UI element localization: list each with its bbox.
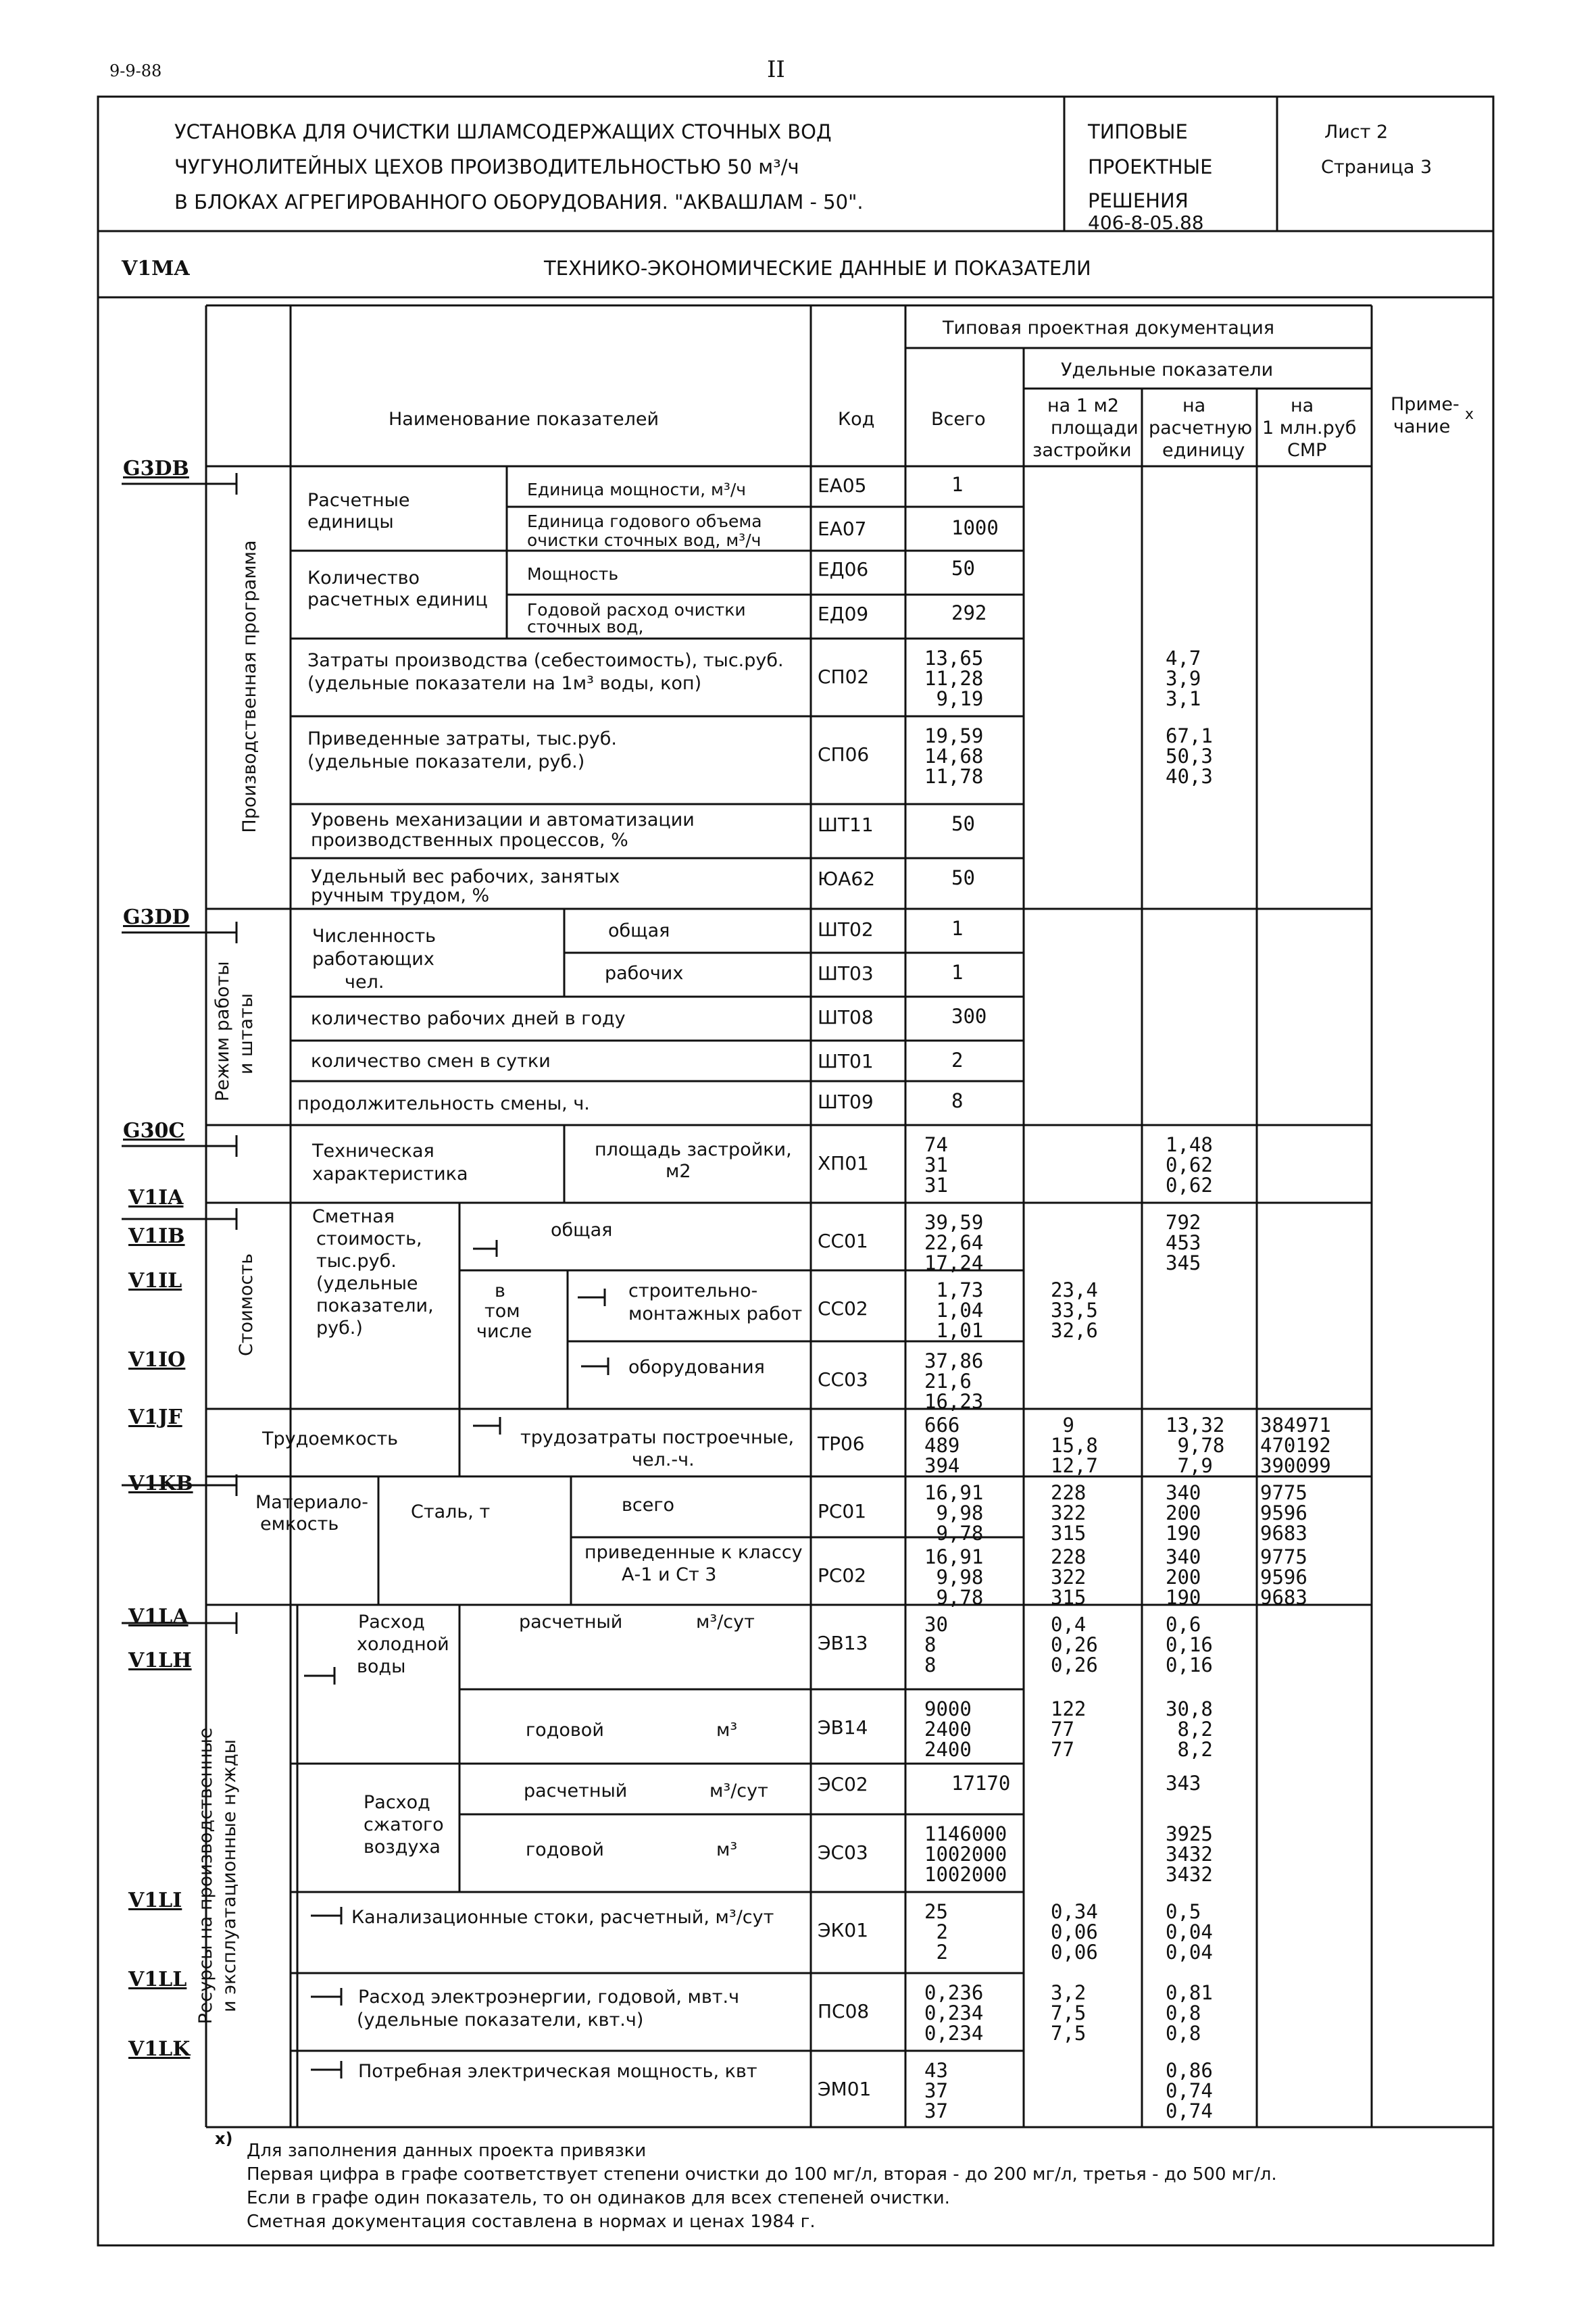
label-calc-units-1: Расчетные [307,490,410,511]
label-work-days: количество рабочих дней в году [311,1008,626,1029]
label-estimate-4: (удельные [316,1273,418,1294]
label-built-area-1: площадь застройки, [595,1139,792,1160]
typical-line-3: РЕШЕНИЯ [1088,189,1189,212]
row-value-unit: 0,81 0,8 0,8 [1166,1981,1213,2045]
row-code: ШТ02 [818,918,874,941]
label-manual-share-2: ручным трудом, % [311,885,490,906]
row-value-m2: 228 322 315 [1051,1545,1087,1609]
row-code: ШТ09 [818,1091,874,1113]
header-code: Код [838,409,875,430]
row-value-total: 1,73 1,04 1,01 [936,1278,984,1342]
row-code: ШТ03 [818,962,874,985]
row-code: ЭВ13 [818,1632,868,1654]
row-value-total: 50 [951,557,975,580]
row-value-total: 16,91 9,98 9,78 [924,1545,984,1609]
header-specific: Удельные показатели [1061,359,1274,380]
label-estimate-1: Сметная [312,1206,395,1227]
row-code: ЭМ01 [818,2078,872,2100]
row-code: ЕД06 [818,558,869,580]
footnote-line-4: Сметная документация составлена в нормах и ценах 1984 г. [247,2212,816,2232]
row-value-total: 9000 2400 2400 [924,1697,972,1761]
row-value-total: 1 [951,473,964,496]
label-unit-annual-1: Единица годового объема [527,512,762,531]
row-value-total: 43 37 37 [924,2059,948,2122]
label-calc-water: расчетный [519,1612,623,1633]
row-value-unit: 3925 3432 3432 [1166,1822,1213,1886]
header-per-unit-2: расчетную [1149,418,1253,439]
label-workers: рабочих [605,963,684,984]
row-value-total: 300 [951,1005,987,1028]
row-value-total: 19,59 14,68 11,78 [924,724,984,788]
label-unit-annual-2: очистки сточных вод, м³/ч [527,530,762,550]
row-code: ЕА05 [818,474,867,497]
label-el-power: Потребная электрическая мощность, квт [358,2061,757,2082]
tag-v1lh: V1LH [128,1649,192,1672]
row-value-unit: 67,1 50,3 40,3 [1166,724,1213,788]
label-shift-len: продолжительность смены, ч. [297,1093,590,1114]
doc-code: V1MA [122,257,190,280]
row-value-total: 292 [951,601,987,624]
label-m3sut-air: м³/сут [709,1781,768,1801]
label-air-2: сжатого [364,1814,444,1835]
row-value-mln: 9775 9596 9683 [1260,1481,1307,1545]
row-value-unit: 1,48 0,62 0,62 [1166,1133,1213,1197]
sheet-page: Страница 3 [1321,157,1432,178]
header-note-mark: x [1465,406,1474,423]
label-electricity-2: (удельные показатели, квт.ч) [357,2010,644,2031]
row-code: ЭК01 [818,1919,869,1941]
row-code: СС03 [818,1368,868,1391]
row-value-m2: 228 322 315 [1051,1481,1087,1545]
label-material-2: емкость [260,1514,339,1535]
label-mechanization-2: производственных процессов, % [311,830,628,851]
label-prod-cost-1: Затраты производства (себестоимость), тыс.руб. [307,650,784,671]
header-per-m2-1: на 1 м2 [1047,395,1120,416]
label-annual-flow-1: Годовой расход очистки [527,600,746,620]
row-value-total: 0,236 0,234 0,234 [924,1981,984,2045]
label-calc-units-2: единицы [307,512,394,532]
label-workers-count-3: чел. [345,972,384,993]
label-m3-water: м³ [716,1720,738,1741]
label-material-1: Материало- [255,1492,368,1513]
tag-v1li: V1LI [128,1889,182,1912]
row-value-total: 666 489 394 [924,1414,960,1477]
typical-line-2: ПРОЕКТНЫЕ [1088,155,1213,178]
row-code: ТР06 [818,1433,865,1455]
row-value-total: 1146000 1002000 1002000 [924,1822,1007,1886]
label-annual-flow-2: сточных вод, [527,617,644,637]
row-code: ШТ01 [818,1050,874,1072]
row-code: ЮА62 [818,868,876,890]
label-power: Мощность [527,564,619,584]
row-value-unit: 0,6 0,16 0,16 [1166,1613,1213,1676]
label-labor-cost-2: чел.-ч. [632,1449,695,1470]
row-value-m2: 0,34 0,06 0,06 [1051,1900,1098,1964]
label-labor: Трудоемкость [262,1428,399,1449]
row-value-mln: 9775 9596 9683 [1260,1545,1307,1609]
row-code: ЕД09 [818,603,869,625]
label-reduced-cost-1: Приведенные затраты, тыс.руб. [307,728,617,749]
row-code: ЭВ14 [818,1716,868,1739]
tag-v1il: V1IL [128,1269,182,1293]
label-air-1: Расход [364,1792,430,1813]
row-value-unit: 340 200 190 [1166,1545,1201,1609]
header-per-m2-3: застройки [1032,440,1132,461]
tag-v1io: V1IO [128,1348,186,1372]
row-code: ХП01 [818,1152,869,1174]
header-per-unit-1: на [1182,395,1206,416]
header-note-1: Приме- [1391,394,1460,415]
label-estimate-5: показатели, [316,1295,434,1316]
tag-v1ia: V1IA [128,1186,184,1210]
label-reduced-class-1: приведенные к классу [584,1542,803,1563]
label-steel: Сталь, т [411,1501,491,1522]
row-value-m2: 122 77 77 [1051,1697,1087,1761]
label-construction-1: строительно- [628,1280,758,1301]
row-value-m2: 23,4 33,5 32,6 [1051,1278,1098,1342]
tag-v1ll: V1LL [128,1968,187,1991]
row-code: ПС08 [818,2000,870,2022]
title-line-1: УСТАНОВКА ДЛЯ ОЧИСТКИ ШЛАМСОДЕРЖАЩИХ СТОЧНЫХ ВОД [174,120,832,143]
row-value-total: 50 [951,866,975,889]
row-value-total: 13,65 11,28 9,19 [924,647,984,710]
label-built-area-2: м2 [666,1161,691,1182]
label-sewage: Канализационные стоки, расчетный, м³/сут [351,1907,774,1928]
row-value-total: 2 [951,1049,964,1072]
section-regime-1: Режим работы [212,961,233,1101]
label-qty-units-1: Количество [307,568,420,589]
row-code: ШТ08 [818,1006,874,1028]
section-resources-1: Ресурсы на производственные [195,1727,216,2024]
header-name: Наименование показателей [389,409,659,430]
row-value-m2: 0,4 0,26 0,26 [1051,1613,1098,1676]
label-construction-2: монтажных работ [628,1303,803,1324]
row-value-total: 1 [951,917,964,940]
row-value-unit: 30,8 8,2 8,2 [1166,1697,1213,1761]
row-code: РС01 [818,1500,867,1522]
label-reduced-class-2: А-1 и Ст 3 [622,1564,717,1585]
typical-line-1: ТИПОВЫЕ [1088,120,1188,143]
footnote-line-2: Первая цифра в графе соответствует степени очистки до 100 мг/л, вторая - до 200 мг/л, третья - до 500 мг/л. [247,2164,1277,2185]
label-tech-char-1: Техническая [312,1141,434,1162]
row-value-unit: 13,32 9,78 7,9 [1166,1414,1225,1477]
label-unit-power: Единица мощности, м³/ч [527,480,747,499]
header-total: Всего [931,409,986,430]
row-value-m2: 3,2 7,5 7,5 [1051,1981,1087,2045]
table-title: ТЕХНИКО-ЭКОНОМИЧЕСКИЕ ДАННЫЕ И ПОКАЗАТЕЛИ [544,257,1091,280]
row-value-total: 30 8 8 [924,1613,948,1676]
label-m3sut-water: м³/сут [696,1612,755,1633]
row-value-total: 8 [951,1089,964,1112]
row-value-mln: 384971 470192 390099 [1260,1414,1331,1477]
label-prod-cost-2: (удельные показатели на 1м³ воды, коп) [307,673,702,694]
header-per-mln-2: 1 млн.руб [1262,418,1357,439]
row-code: ЭС02 [818,1773,868,1795]
row-code: СП02 [818,666,870,688]
row-code: РС02 [818,1564,867,1587]
title-line-2: ЧУГУНОЛИТЕЙНЫХ ЦЕХОВ ПРОИЗВОДИТЕЛЬНОСТЬЮ 50 м³/ч [174,155,799,178]
row-value-total: 74 31 31 [924,1133,948,1197]
page-label: 9-9-88 [109,61,162,80]
label-incl-3: числе [476,1321,532,1342]
row-value-unit: 340 200 190 [1166,1481,1201,1545]
label-equipment: оборудования [628,1357,765,1378]
page-number: II [767,56,785,83]
row-value-total: 16,91 9,98 9,78 [924,1481,984,1545]
tag-v1kb: V1KB [128,1472,193,1495]
label-mechanization-1: Уровень механизации и автоматизации [311,810,695,830]
label-estimate-2: стоимость, [316,1228,422,1249]
label-calc-air: расчетный [524,1781,628,1801]
label-incl-1: в [495,1280,505,1301]
footnote-line-3: Если в графе один показатель, то он одинаков для всех степеней очистки. [247,2188,950,2208]
title-line-3: В БЛОКАХ АГРЕГИРОВАННОГО ОБОРУДОВАНИЯ. "АКВАШЛАМ - 50". [174,191,864,214]
row-code: СС02 [818,1297,868,1320]
label-all: всего [622,1495,675,1516]
row-value-total: 1 [951,961,964,984]
header-typical-doc: Типовая проектная документация [943,318,1275,339]
row-code: СС01 [818,1230,868,1252]
footnote-line-1: Для заполнения данных проекта привязки [247,2141,647,2161]
section-production: Производственная программа [239,540,260,833]
row-code: СП06 [818,743,870,766]
label-electricity-1: Расход электроэнергии, годовой, мвт.ч [358,1987,740,2008]
label-cold-water-1: Расход [358,1612,425,1633]
footnote-mark: x) [215,2129,233,2148]
label-labor-cost-1: трудозатраты построечные, [520,1427,795,1448]
row-value-unit: 792 453 345 [1166,1211,1201,1274]
label-incl-2: том [484,1301,520,1322]
label-tech-char-2: характеристика [312,1164,468,1185]
row-code: ШТ11 [818,814,874,836]
row-code: ЭС03 [818,1841,868,1864]
header-per-unit-3: единицу [1162,440,1245,461]
label-reduced-cost-2: (удельные показатели, руб.) [307,751,585,772]
label-air-3: воздуха [364,1837,441,1858]
row-value-total: 1000 [951,516,999,539]
label-shifts: количество смен в сутки [311,1051,551,1072]
tag-v1la: V1LA [128,1605,189,1628]
label-annual-water: годовой [526,1720,604,1741]
row-value-unit: 0,86 0,74 0,74 [1166,2059,1213,2122]
row-value-total: 50 [951,812,975,835]
typical-number: 406-8-05.88 [1088,211,1204,234]
tag-g3db: G3DB [123,457,189,480]
label-cold-water-2: холодной [357,1634,449,1655]
tag-v1lk: V1LK [128,2037,191,2061]
header-per-m2-2: площади [1051,418,1139,439]
tag-v1ib: V1IB [128,1224,185,1248]
row-value-unit: 4,7 3,9 3,1 [1166,647,1201,710]
row-value-total: 25 2 2 [924,1900,948,1964]
sheet-list: Лист 2 [1324,122,1389,143]
tag-g30c: G30C [123,1119,185,1143]
label-cold-water-3: воды [357,1656,406,1677]
label-manual-share-1: Удельный вес рабочих, занятых [311,866,620,887]
row-value-total: 37,86 21,6 16,23 [924,1349,984,1413]
tag-v1jf: V1JF [128,1405,182,1429]
label-total-c: общая [551,1220,613,1241]
section-cost: Стоимость [236,1253,257,1357]
label-qty-units-2: расчетных единиц [307,589,488,610]
section-regime-2: и штаты [236,993,257,1075]
row-value-m2: 9 15,8 12,7 [1051,1414,1098,1477]
section-resources-2: и эксплуатационные нужды [219,1739,240,2013]
label-workers-count-2: работающих [312,949,434,970]
label-estimate-3: тыс.руб. [316,1251,397,1272]
row-value-unit: 0,5 0,04 0,04 [1166,1900,1213,1964]
row-value-unit: 343 [1166,1772,1201,1795]
tag-g3dd: G3DD [123,905,190,929]
row-value-total: 39,59 22,64 17,24 [924,1211,984,1274]
label-annual-air: годовой [526,1839,604,1860]
label-total-w: общая [608,920,670,941]
label-estimate-6: руб.) [316,1318,363,1339]
label-workers-count-1: Численность [312,926,437,947]
header-per-mln-1: на [1291,395,1314,416]
row-value-total: 17170 [951,1772,1011,1795]
label-m3-air: м³ [716,1839,738,1860]
header-per-mln-3: СМР [1287,440,1327,461]
header-note-2: чание [1393,416,1451,437]
row-code: ЕА07 [818,518,867,540]
